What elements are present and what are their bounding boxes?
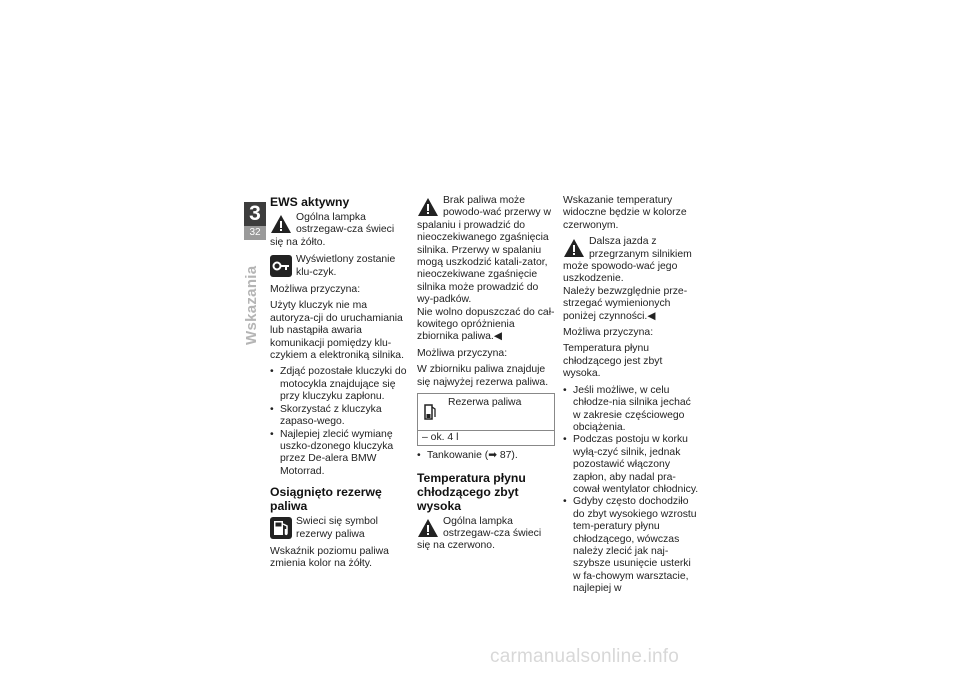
- coolant-heading: Temperatura płynu chłodzącego zbyt wysoka: [417, 470, 526, 513]
- fuel-reserve-row: [270, 516, 408, 541]
- temp-intro-text: Wskazanie temperatury widoczne będzie w kolorze czerwonym.: [563, 195, 687, 231]
- temp-bullet-list: [563, 385, 701, 596]
- list-item: • Tankowanie (➡ 87).: [417, 450, 555, 462]
- ews-key-row: [270, 254, 408, 279]
- warning-triangle-icon: [417, 196, 439, 218]
- coolant-warning-row: [417, 516, 555, 553]
- warning-triangle-icon: [563, 237, 585, 259]
- watermark: carmanualsonline.info: [490, 646, 680, 667]
- fuel-reserve-value: – ok. 4 l: [422, 432, 459, 444]
- temp-warning-text-2: Należy bezwzględnie prze-strzegać wymienionych poniżej czynności.◀: [563, 285, 688, 322]
- list-item: • Podczas postoju w korku wyłą-czyć silnik, jednak pozostawić włączony zapłon, aby nadal pra-cował wentylator chłodnicy.: [563, 434, 701, 496]
- fuel-warning-text: Brak paliwa może powodo-wać przerwy w spalaniu i prowadzić do nieoczekiwanego zgaśnięcia silnika. Przerwy w spalaniu mogą uszkodzić katali-zator, nieoczekiwane zgaśnięcie silnika może prowadzić do wy-padków.: [417, 195, 551, 306]
- ews-bullet-list: [270, 366, 408, 478]
- fuel-warning-text-2: Nie wolno dopuszczać do cał-kowitego opróżnienia zbiornika paliwa.◀: [417, 306, 555, 343]
- ews-warning-row: [270, 212, 408, 249]
- list-item: • Jeśli możliwe, w celu chłodze-nia silnika jechać w zakresie częściowego obciążenia.: [563, 385, 701, 435]
- section-label: Wskazania: [243, 265, 260, 345]
- fuel-cause-label: Możliwa przyczyna:: [417, 347, 508, 359]
- temp-cause-text: Temperatura płynu chłodzącego jest zbyt wysoka.: [563, 343, 663, 380]
- column-1: [270, 195, 408, 575]
- fuel-reserve-text: Świeci się symbol rezerwy paliwa: [296, 516, 378, 540]
- temp-warning-row: [563, 236, 701, 286]
- fuel-warning-row: [417, 195, 555, 307]
- warning-triangle-icon: [270, 213, 292, 235]
- list-item: • Gdyby często dochodziło do zbyt wysokiego wzrostu tem-peratury płynu chłodzącego, wówczas należy zlecić jak naj-szybsze usunięcie usterki w fa-chowym warsztacie, najlepiej w: [563, 496, 701, 595]
- fuel-indicator-text: Wskaźnik poziomu paliwa zmienia kolor na żółty.: [270, 545, 389, 570]
- ews-warning-text: Ogólna lampka ostrzegaw-cza świeci się na żółto.: [270, 212, 395, 248]
- column-2: [417, 195, 555, 558]
- temp-warning-text: Dalsza jazda z przegrzanym silnikiem może spowodo-wać jego uszkodzenie.: [563, 236, 692, 285]
- ews-heading: EWS aktywny: [270, 195, 350, 209]
- fuel-cause-text: W zbiorniku paliwa znajduje się najwyżej rezerwa paliwa.: [417, 364, 549, 388]
- ews-cause-text: Użyty kluczyk nie ma autoryza-cji do uruchamiania lub nastąpiła awaria komunikacji pomiędzy klu-czykiem a elektroniką silnika.: [270, 300, 404, 362]
- list-item: • Zdjąć pozostałe kluczyki do motocykla znajdujące się przy kluczyku zapłonu.: [270, 366, 408, 403]
- coolant-warning-text: Ogólna lampka ostrzegaw-cza świeci się na czerwono.: [417, 515, 542, 552]
- fuel-reserve-label: Rezerwa paliwa: [448, 397, 522, 409]
- ews-key-text: Wyświetlony zostanie klu-czyk.: [296, 254, 396, 278]
- refuel-list: [417, 450, 555, 462]
- fuel-reserve-icon: [424, 402, 438, 422]
- fuel-reserve-box: [417, 393, 555, 446]
- column-3: [563, 195, 701, 600]
- list-item: • Skorzystać z kluczyka zapaso-wego.: [270, 404, 408, 429]
- warning-triangle-icon: [417, 517, 439, 539]
- chapter-number: 3: [244, 202, 266, 226]
- temp-cause-label: Możliwa przyczyna:: [563, 327, 654, 339]
- list-item: • Najlepiej zlecić wymianę uszko-dzonego kluczyka przez De-alera BMW Motorrad.: [270, 429, 408, 479]
- fuel-reserve-heading: Osiągnięto rezerwę paliwa: [270, 485, 382, 514]
- ews-cause-label: Możliwa przyczyna:: [270, 284, 361, 296]
- page-number: 32: [244, 226, 266, 240]
- fuel-pump-icon: [270, 517, 292, 539]
- key-icon: [270, 255, 292, 277]
